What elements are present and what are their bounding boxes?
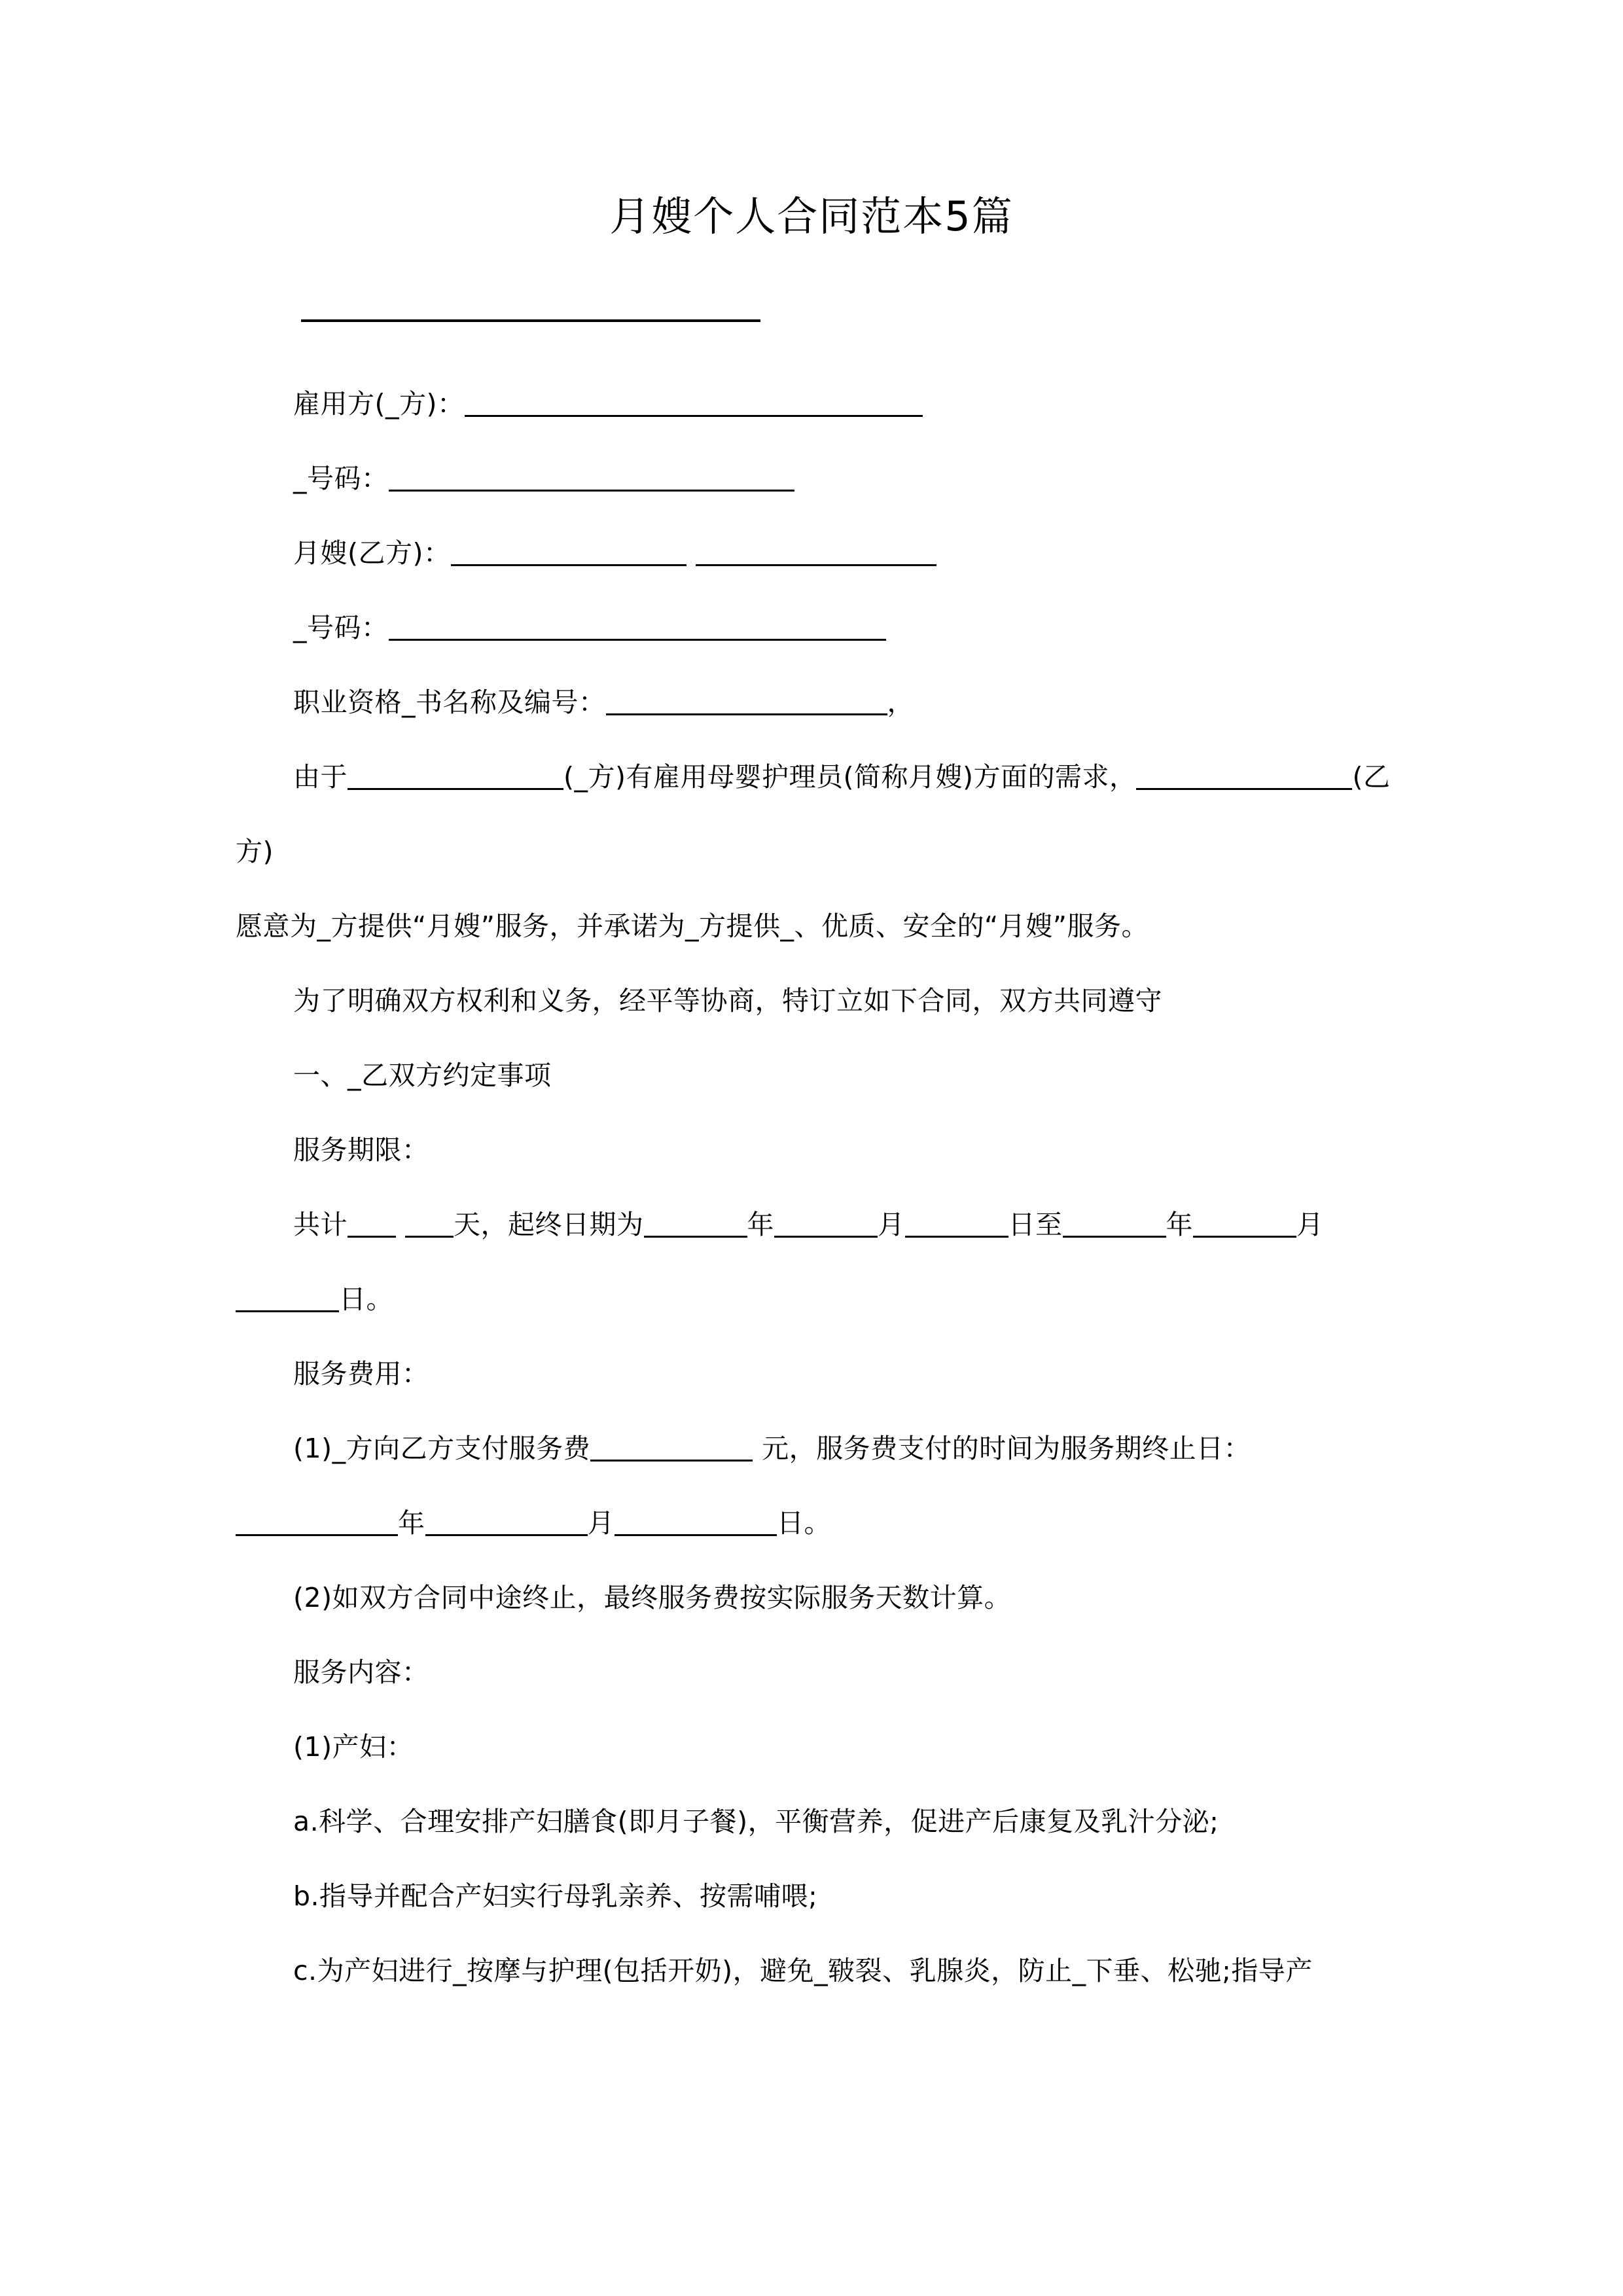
field-employer-id-label: _号码： <box>293 463 389 494</box>
term-text-h: 日。 <box>339 1283 393 1315</box>
field-certificate <box>236 665 1407 740</box>
term-blank-end-day[interactable] <box>236 1310 339 1312</box>
field-nanny-id <box>236 590 1407 665</box>
paragraph-preamble-1 <box>236 740 1407 889</box>
term-text-c: 年 <box>747 1209 774 1240</box>
list-item-c: c.为产妇进行_按摩与护理(包括开奶)，避免_皲裂、乳腺炎，防止_下垂、松驰;指导产 <box>293 1955 1313 1986</box>
paragraph-content-1: (1)产妇： <box>293 1731 414 1763</box>
field-nanny-blank-2[interactable] <box>696 564 936 566</box>
field-nanny-id-label: _号码： <box>293 612 389 643</box>
field-employer <box>236 367 1407 441</box>
paragraph-preamble-3: 为了明确双方权利和义务，经平等协商，特订立如下合同，双方共同遵守 <box>293 985 1162 1016</box>
term-text-b: 天，起终日期为 <box>454 1209 644 1240</box>
fee-1-text-c: 年 <box>398 1507 425 1539</box>
field-certificate-blank[interactable] <box>606 713 887 715</box>
fee-1-text-d: 月 <box>587 1507 615 1539</box>
term-text-e: 日至 <box>1008 1209 1063 1240</box>
term-blank-end-month[interactable] <box>1193 1236 1296 1238</box>
term-blank-start-day[interactable] <box>905 1236 1008 1238</box>
preamble-1-text-a: 由于 <box>293 761 348 793</box>
fee-1-text-a: (1)_方向乙方支付服务费 <box>293 1433 591 1464</box>
term-text-d: 月 <box>878 1209 905 1240</box>
term-blank-days-1[interactable] <box>348 1236 396 1238</box>
fee-1-blank-month[interactable] <box>425 1534 588 1536</box>
heading-section-1: 一、_乙双方约定事项 <box>293 1060 552 1091</box>
preamble-1-blank-2[interactable] <box>1136 788 1352 790</box>
field-nanny-blank-1[interactable] <box>451 564 687 566</box>
paragraph-service-fee-1 <box>236 1411 1407 1560</box>
term-text-f: 年 <box>1166 1209 1193 1240</box>
heading-service-fee: 服务费用： <box>293 1358 429 1390</box>
list-item-b: b.指导并配合产妇实行母乳亲养、按需哺喂; <box>293 1880 818 1912</box>
title-divider-rule <box>301 319 760 322</box>
paragraph-service-term-dates <box>236 1187 1407 1336</box>
term-text-g: 月 <box>1296 1209 1324 1240</box>
term-blank-days-2[interactable] <box>405 1236 454 1238</box>
preamble-1-text-b: (_方)有雇用母婴护理员(简称月嫂)方面的需求， <box>563 761 1137 793</box>
fee-1-blank-year[interactable] <box>236 1534 398 1536</box>
paragraph-service-fee-2: (2)如双方合同中途终止，最终服务费按实际服务天数计算。 <box>293 1582 1012 1613</box>
term-blank-end-year[interactable] <box>1063 1236 1166 1238</box>
fee-1-text-e: 日。 <box>777 1507 831 1539</box>
preamble-1-text-c: (乙方) <box>236 761 1391 867</box>
field-certificate-trailing: ， <box>887 687 914 718</box>
list-item-a: a.科学、合理安排产妇膳食(即月子餐)，平衡营养，促进产后康复及乳汁分泌; <box>293 1806 1219 1837</box>
fee-1-blank-day[interactable] <box>615 1534 777 1536</box>
field-nanny <box>236 516 1407 590</box>
field-employer-id <box>236 441 1407 516</box>
term-blank-start-month[interactable] <box>774 1236 878 1238</box>
field-employer-label: 雇用方(_方)： <box>293 388 465 420</box>
field-certificate-label: 职业资格_书名称及编号： <box>293 687 606 718</box>
term-text-a: 共计 <box>293 1209 348 1240</box>
fee-1-blank-amount[interactable] <box>590 1460 753 1462</box>
document-body <box>236 367 1407 2008</box>
field-nanny-label: 月嫂(乙方)： <box>293 537 451 569</box>
field-employer-blank[interactable] <box>465 415 923 417</box>
term-blank-start-year[interactable] <box>644 1236 747 1238</box>
heading-service-term: 服务期限： <box>293 1134 429 1166</box>
field-nanny-id-blank[interactable] <box>389 639 886 641</box>
field-employer-id-blank[interactable] <box>389 490 794 492</box>
paragraph-preamble-2: 愿意为_方提供“月嫂”服务，并承诺为_方提供_、优质、安全的“月嫂”服务。 <box>236 910 1149 942</box>
fee-1-text-b: 元，服务费支付的时间为服务期终止日： <box>762 1433 1251 1464</box>
heading-service-content: 服务内容： <box>293 1657 429 1688</box>
preamble-1-blank-1[interactable] <box>348 788 563 790</box>
page-title: 月嫂个人合同范本5篇 <box>609 192 1014 240</box>
